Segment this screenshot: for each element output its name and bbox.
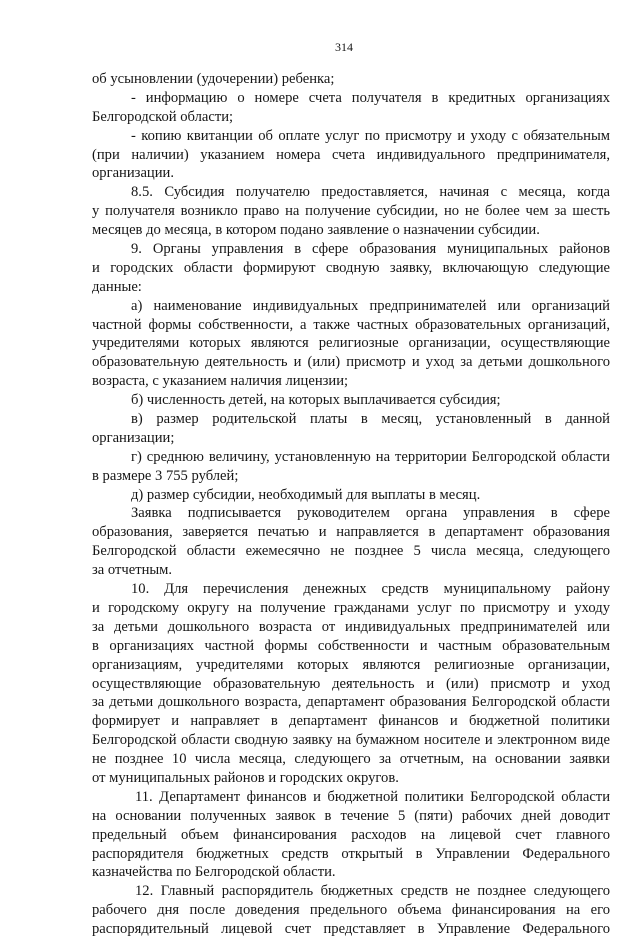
text-line: - информацию о номере счета получателя в кредитных организациях <box>131 89 610 106</box>
text-line: осуществляющие образовательную деятельность и (или) присмотр и уход <box>92 675 610 692</box>
text-line: предельный объем финансирования расходов на лицевой счет главного <box>92 826 610 843</box>
page-number: 314 <box>335 40 353 54</box>
text-line: рабочего дня после доведения предельного объема финансирования на его <box>92 902 610 919</box>
text-line: не позднее 10 числа месяца, следующего за отчетным, на основании заявки <box>92 751 610 768</box>
text-line: в организациях частной формы собственности и частным образовательным <box>92 637 610 654</box>
text-line: а) наименование индивидуальных предпринимателей или организаций <box>131 297 610 314</box>
text-line: 12. Главный распорядитель бюджетных средств не позднее следующего <box>135 883 610 900</box>
text-line: месяцев до месяца, в котором подано заявление о назначении субсидии. <box>92 222 540 239</box>
text-line: в) размер родительской платы в месяц, установленный в данной <box>131 411 610 428</box>
text-line: данные: <box>92 278 142 295</box>
text-line: от муниципальных районов и городских округов. <box>92 769 399 786</box>
text-line: 11. Департамент финансов и бюджетной политики Белгородской области <box>135 788 610 805</box>
text-line: Белгородской области сводную заявку на бумажном носителе и электронном виде <box>92 732 610 749</box>
text-line: и городских области формируют сводную заявку, включающую следующие <box>92 259 610 276</box>
text-line: и городскому округу на получение гражданами услуг по присмотру и уходу <box>92 599 610 616</box>
text-line: образовательную деятельность и (или) присмотр и уход за детьми дошкольного <box>92 354 610 371</box>
text-line: формирует и направляет в департамент финансов и бюджетной политики <box>92 713 610 730</box>
text-line: у получателя возникло право на получение субсидии, но не более чем за шесть <box>92 203 610 220</box>
text-line: возраста, с указанием наличия лицензии; <box>92 373 349 390</box>
text-line: организации. <box>92 165 174 182</box>
text-line: на основании полученных заявок в течение 5 (пяти) рабочих дней доводит <box>92 807 610 824</box>
text-line: организациям, учредителями которых являются религиозные организации, <box>92 656 610 673</box>
document-body <box>92 70 610 939</box>
text-line: - копию квитанции об оплате услуг по присмотру и уходу с обязательным <box>131 127 610 144</box>
text-line: распорядителя бюджетных средств открытый в Управлении Федерального <box>92 845 610 862</box>
text-line: 8.5. Субсидия получателю предоставляется, начиная с месяца, когда <box>131 184 610 201</box>
text-line: распорядительный лицевой счет представляет в Управление Федерального <box>92 921 610 938</box>
text-line: образования, заверяется печатью и направляется в департамент образования <box>92 524 610 541</box>
text-line: в размере 3 755 рублей; <box>92 467 239 484</box>
text-line: д) размер субсидии, необходимый для выплаты в месяц. <box>131 486 481 503</box>
text-line: г) среднюю величину, установленную на территории Белгородской области <box>131 448 610 465</box>
text-line: Белгородской области ежемесячно не позднее 5 числа месяца, следующего <box>92 543 610 560</box>
text-line: за детьми дошкольного возраста, департамент образования Белгородской области <box>92 694 610 711</box>
text-line: Заявка подписывается руководителем органа управления в сфере <box>131 505 610 522</box>
text-line: за детьми дошкольного возраста от индивидуальных предпринимателей или <box>92 618 610 635</box>
text-line: Белгородской области; <box>92 108 234 125</box>
text-line: 9. Органы управления в сфере образования муниципальных районов <box>131 241 610 258</box>
text-line: об усыновлении (удочерении) ребенка; <box>92 71 335 87</box>
text-line: казначейства по Белгородской области. <box>92 864 336 881</box>
text-line: (при наличии) указанием номера счета индивидуального предпринимателя, <box>92 146 610 163</box>
text-line: частной формы собственности, а также частных образовательных организаций, <box>92 316 610 333</box>
text-line: 10. Для перечисления денежных средств муниципальному району <box>131 581 610 598</box>
document-page <box>92 40 610 939</box>
text-line: учредителями которых являются религиозные организации, осуществляющие <box>92 335 610 352</box>
text-line: за отчетным. <box>92 562 173 579</box>
text-line: организации; <box>92 429 175 446</box>
text-line: б) численность детей, на которых выплачивается субсидия; <box>131 392 501 409</box>
